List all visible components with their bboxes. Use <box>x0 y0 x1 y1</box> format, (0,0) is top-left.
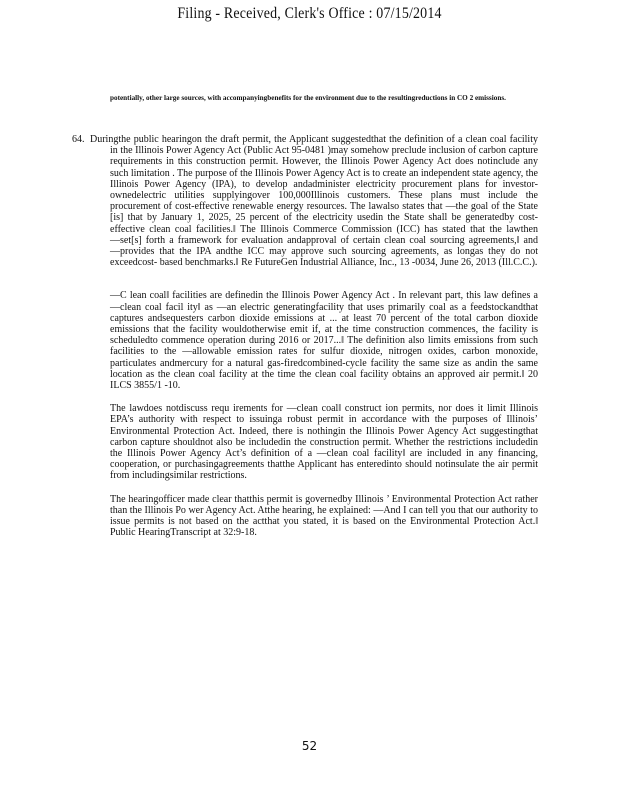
paragraph-64 <box>90 134 538 539</box>
block-quote-law-scope: The lawdoes notdiscuss requ irements for ―clean coal‖ construct ion permits, nor does it limit Illinois EPA’s authority with respect to issuinga robust permit in accordance with the purposes of Illinois’ Environmental Protection Act. Indeed, there is nothingin the Illinois Power Agency Act suggestingthat carbon capture shouldnot also be includedin the construction permit. Whether the restrictions includedin the Illinois Power Agency Act’s definition of a ―clean coal facility‖ are included in any financing, cooperation, or purchasingagreements thatthe Applicant has enteredinto should notinsulate the air permit from includingsimilar restrictions. <box>110 403 538 482</box>
block-quote-clean-coal-definition: ―C lean coal‖ facilities are definedin the Illinois Power Agency Act . In relevant part, this law defines a ―clean coal facil ity‖ as ―an electric generatingfacility that uses primarily coal as a feedstockandthat captures andsequesters carbon dioxide emissions at ... at least 70 percent of the total carbon dioxide emissions that the facility wouldotherwise emit if, at the time construction commences, the facility is scheduledto commence operation during 2016 or 2017...‖ The definition also limits emissions from such facilities to the ―allowable emission rates for sulfur dioxide, nitrogen oxides, carbon monoxide, particulates andmercury for a natural gas-firedcombined-cycle facility the same size as andin the same location as the clean coal facility at the time the clean coal facility obtains an approved air permit.‖ 20 ILCS 3855/1 -10. <box>110 290 538 392</box>
page-number: 52 <box>301 739 318 753</box>
paragraph-64-body: Duringthe public hearingon the draft permit, the Applicant suggestedthat the definition of a clean coal facility in the Illinois Power Agency Act (Public Act 95-0481 )may somehow preclude inclusion of carbon capture requirements in this construction permit. However, the Illinois Power Agency Act does notinclude any such limitation . The purpose of the Illinois Power Agency Act is to create an independent state agency, the Illinois Power Agency (IPA), to develop andadminister electricity procurement plans for investor-ownedelectric utilities supplyingover 100,000Illinois customers. These plans must include the procurement of cost-effective renewable energy resources. The lawalso states that ―the goal of the State [is] that by January 1, 2025, 25 percent of the electricity usedin the State shall be generatedby cost-effective clean coal facilities.‖ The Illinois Commerce Commission (ICC) has stated that the lawthen ―set[s] forth a framework for evaluation andapproval of certain clean coal sourcing agreements,‖ and ―provides that the IPA andthe ICC may approve such sourcing agreements, as longas they do not exceedcost- based benchmarks.‖ Re FutureGen Industrial Alliance, Inc., 13 -0034, June 26, 2013 (Ill.C.C.). <box>90 134 538 269</box>
carry-over-text: potentially, other large sources, with accompanyingbenefits for the environment due to the resultingreductions in CO 2 emissions. <box>110 94 506 102</box>
paragraph-number: 64. <box>72 134 85 145</box>
block-quote-hearing-officer: The hearingofficer made clear thatthis permit is governedby Illinois ’ Environmental Protection Act rather than the Illinois Po wer Agency Act. Atthe hearing, he explained: ―And I can tell you that our authority to issue permits is not based on the actthat you stated, it is based on the Environmental Protection Act.‖ Public HearingTranscript at 32:9-18. <box>110 493 538 539</box>
filing-stamp-header: Filing - Received, Clerk's Office : 07/15/2014 <box>177 5 442 22</box>
